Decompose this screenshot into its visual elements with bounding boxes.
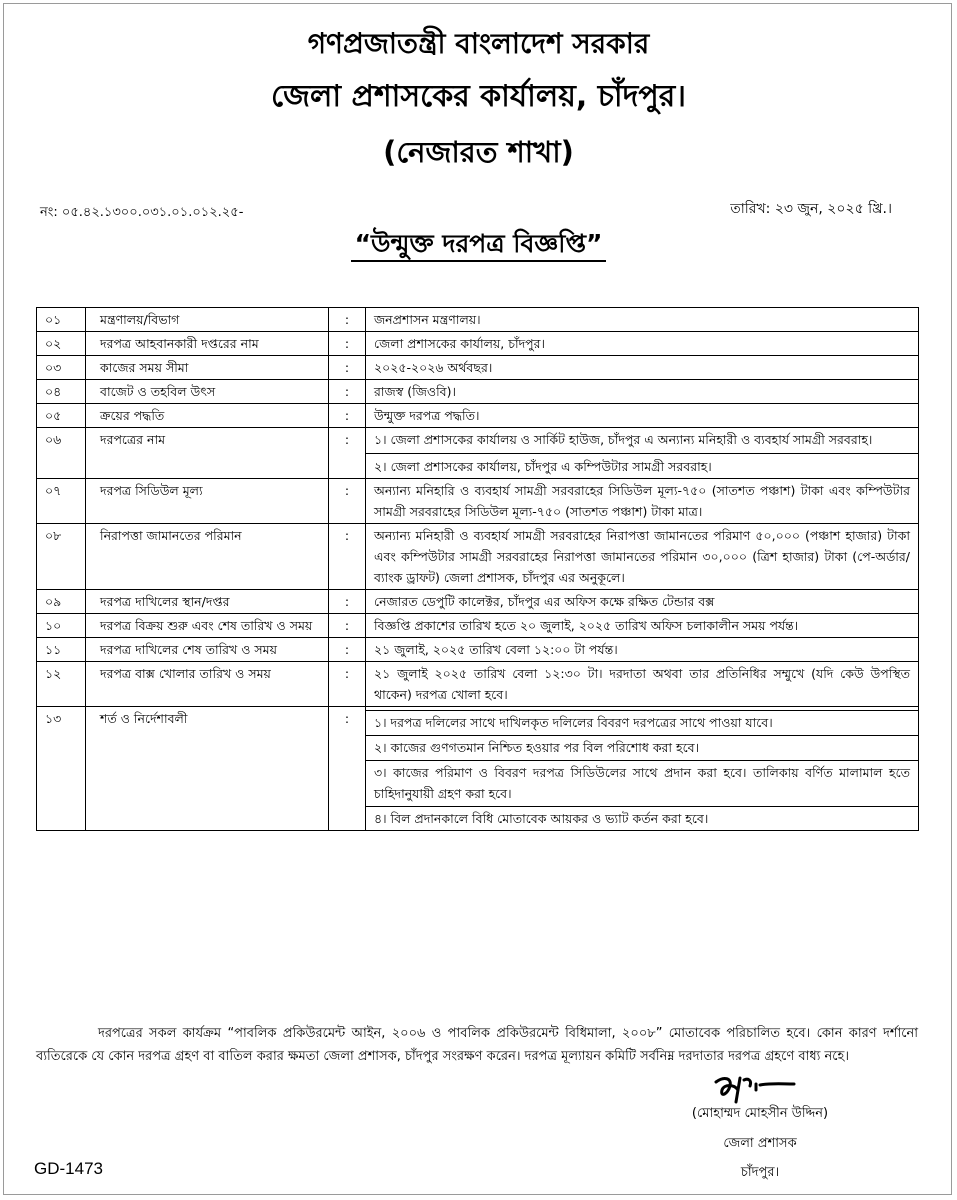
signature-mark-icon <box>710 1072 800 1106</box>
row-serial: ১১ <box>37 638 86 662</box>
government-title: গণপ্রজাতন্ত্রী বাংলাদেশ সরকার <box>307 27 650 60</box>
row-label: দরপত্র দাখিলের স্থান/দপ্তর <box>86 590 329 614</box>
row-colon: : <box>329 590 366 614</box>
row-colon: : <box>329 404 366 428</box>
table-row <box>37 614 919 638</box>
signatory-name: (মোহাম্মদ মোহসীন উদ্দিন) <box>691 1106 829 1121</box>
row-value: নেজারত ডেপুটি কালেক্টর, চাঁদপুর এর অফিস কক্ষে রক্ষিত টেন্ডার বক্স <box>366 590 919 614</box>
row-label: নিরাপত্তা জামানতের পরিমান <box>86 524 329 590</box>
row-colon: : <box>329 707 366 831</box>
tender-name-1: ১। জেলা প্রশাসকের কার্যালয় ও সার্কিট হাউজ, চাঁদপুর এ অন্যান্য মনিহারী ও ব্যবহার্য সামগ্রী সরবরাহ। <box>374 432 873 447</box>
row-colon: : <box>329 524 366 590</box>
gd-number: GD-1473 <box>34 1159 103 1178</box>
tender-name-2: ২। জেলা প্রশাসকের কার্যালয়, চাঁদপুর এ কম্পিউটার সামগ্রী সরবরাহ। <box>366 453 918 477</box>
row-colon: : <box>329 308 366 332</box>
row-label: কাজের সময় সীমা <box>86 356 329 380</box>
table-row <box>37 662 919 707</box>
row-value-multi <box>366 428 919 479</box>
row-serial: ০৫ <box>37 404 86 428</box>
table-row <box>37 707 919 831</box>
notice-heading <box>0 224 957 267</box>
notice-heading-text: “উন্মুক্ত দরপত্র বিজ্ঞপ্তি” <box>351 229 607 262</box>
row-value: অন্যান্য মনিহারি ও ব্যবহার্য সামগ্রী সরবরাহের সিডিউল মূল্য-৭৫০ (সাতশত পঞ্চাশ) টাকা এবং কম্পিউটার সামগ্রী সরবরাহের সিডিউল মূল্য-৭৫০ (সাতশত পঞ্চাশ) টাকা মাত্র। <box>366 479 919 524</box>
signatory-title: জেলা প্রশাসক <box>723 1136 797 1151</box>
row-value: ২১ জুলাই, ২০২৫ তারিখ বেলা ১২:০০ টা পর্যন্ত। <box>366 638 919 662</box>
row-label: দরপত্র আহবানকারী দপ্তরের নাম <box>86 332 329 356</box>
row-label: মন্ত্রণালয়/বিভাগ <box>86 308 329 332</box>
row-label: দরপত্র সিডিউল মূল্য <box>86 479 329 524</box>
row-serial: ১৩ <box>37 707 86 831</box>
row-serial: ০১ <box>37 308 86 332</box>
row-colon: : <box>329 356 366 380</box>
row-label: দরপত্রের নাম <box>86 428 329 479</box>
row-label: শর্ত ও নির্দেশাবলী <box>86 707 329 831</box>
row-value: বিজ্ঞপ্তি প্রকাশের তারিখ হতে ২০ জুলাই, ২০২৫ তারিখ অফিস চলাকালীন সময় পর্যন্ত। <box>366 614 919 638</box>
row-label: দরপত্র বিক্রয় শুরু এবং শেষ তারিখ ও সময় <box>86 614 329 638</box>
row-label: বাজেট ও তহবিল উৎস <box>86 380 329 404</box>
memo-number: নং: ০৫.৪২.১৩০০.০৩১.০১.০১২.২৫- <box>40 205 244 220</box>
row-serial: ০২ <box>37 332 86 356</box>
row-label: ক্রয়ের পদ্ধতি <box>86 404 329 428</box>
table-row <box>37 428 919 479</box>
row-value: রাজস্ব (জিওবি)। <box>366 380 919 404</box>
notice-date: তারিখ: ২৩ জুন, ২০২৫ খ্রি.। <box>730 201 892 217</box>
row-label: দরপত্র বাক্স খোলার তারিখ ও সময় <box>86 662 329 707</box>
condition-4: ৪। বিল প্রদানকালে বিধি মোতাবেক আয়কর ও ভ্যাট কর্তন করা হবে। <box>366 806 918 829</box>
section-title: (নেজারত শাখা) <box>383 135 574 169</box>
row-value: উন্মুক্ত দরপত্র পদ্ধতি। <box>366 404 919 428</box>
row-serial: ১০ <box>37 614 86 638</box>
row-value: জেলা প্রশাসকের কার্যালয়, চাঁদপুর। <box>366 332 919 356</box>
table-row <box>37 638 919 662</box>
row-value-multi <box>366 707 919 831</box>
condition-1: ১। দরপত্র দলিলের সাথে দাখিলকৃত দলিলের বিবরণ দরপত্রের সাথে পাওয়া যাবে। <box>366 710 918 733</box>
row-serial: ০৯ <box>37 590 86 614</box>
row-value: অন্যান্য মনিহারী ও ব্যবহার্য সামগ্রী সরবরাহের নিরাপত্তা জামানতের পরিমাণ ৫০,০০০ (পঞ্চাশ হাজার) টাকা এবং কম্পিউটার সামগ্রী সরবরাহের নিরাপত্তা জামানতের পরিমান ৩০,০০০ (ত্রিশ হাজার) টাকা (পে-অর্ডার/ ব্যাংক ড্রাফট) জেলা প্রশাসক, চাঁদপুর এর অনুকূলে। <box>366 524 919 590</box>
row-serial: ০৪ <box>37 380 86 404</box>
row-serial: ০৭ <box>37 479 86 524</box>
row-value: ২১ জুলাই ২০২৫ তারিখ বেলা ১২:৩০ টা। দরদাতা অথবা তার প্রতিনিধির সম্মুখে (যদি কেউ উপস্থিত থাকেন) দরপত্র খোলা হবে। <box>366 662 919 707</box>
table-row <box>37 356 919 380</box>
row-colon: : <box>329 332 366 356</box>
row-colon: : <box>329 479 366 524</box>
row-value: ২০২৫-২০২৬ অর্থবছর। <box>366 356 919 380</box>
row-colon: : <box>329 638 366 662</box>
table-row <box>37 308 919 332</box>
table-row <box>37 479 919 524</box>
condition-3: ৩। কাজের পরিমাণ ও বিবরণ দরপত্র সিডিউলের সাথে প্রদান করা হবে। তালিকায় বর্ণিত মালামাল হতে চাহিদানুযায়ী গ্রহণ করা হবে। <box>366 760 918 804</box>
row-colon: : <box>329 380 366 404</box>
table-row <box>37 404 919 428</box>
table-row <box>37 332 919 356</box>
table-row <box>37 524 919 590</box>
tender-details-table <box>36 307 919 831</box>
row-serial: ০৮ <box>37 524 86 590</box>
condition-2: ২। কাজের গুণগতমান নিশ্চিত হওয়ার পর বিল পরিশোধ করা হবে। <box>366 735 918 758</box>
row-colon: : <box>329 614 366 638</box>
office-title: জেলা প্রশাসকের কার্যালয়, চাঁদপুর। <box>271 79 686 114</box>
row-label: দরপত্র দাখিলের শেষ তারিখ ও সময় <box>86 638 329 662</box>
table-row <box>37 380 919 404</box>
row-colon: : <box>329 428 366 479</box>
row-value: জনপ্রশাসন মন্ত্রণালয়। <box>366 308 919 332</box>
row-serial: ০৩ <box>37 356 86 380</box>
row-serial: ০৬ <box>37 428 86 479</box>
table-row <box>37 590 919 614</box>
signatory-place: চাঁদপুর। <box>740 1165 780 1180</box>
row-colon: : <box>329 662 366 707</box>
footer-note: দরপত্রের সকল কার্যক্রম “পাবলিক প্রকিউরমেন্ট আইন, ২০০৬ ও পাবলিক প্রকিউরমেন্ট বিধিমালা, ২০০৮” মোতাবেক পরিচালিত হবে। কোন কারণ দর্শানো ব্যতিরেকে যে কোন দরপত্র গ্রহণ বা বাতিল করার ক্ষমতা জেলা প্রশাসক, চাঁদপুর সংরক্ষণ করেন। দরপত্র মূল্যায়ন কমিটি সর্বনিম্ন দরদাতার দরপত্র গ্রহণে বাধ্য নহে। <box>36 1026 918 1064</box>
row-serial: ১২ <box>37 662 86 707</box>
